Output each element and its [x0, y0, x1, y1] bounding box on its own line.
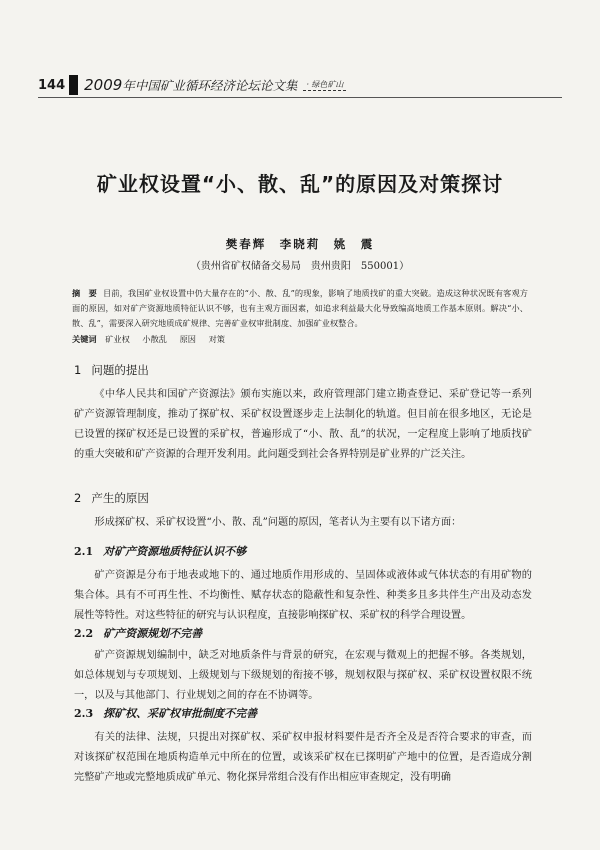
paragraph: 形成探矿权、采矿权设置“小、散、乱”问题的原因，笔者认为主要有以下诸方面： — [94, 517, 462, 528]
keyword: 原因 — [179, 334, 196, 344]
section-title: 问题的提出 — [91, 363, 149, 377]
affiliation: （贵州省矿权储备交易局 贵州贵阳 550001） — [190, 261, 410, 272]
paragraph: 有关的法律、法规，只提出对探矿权、采矿权申报材料要件是否齐全及是否符合要求的审查，而对该探矿权范围在地质构造单元中所在的位置，或该采矿权在已探明矿产地中的位置，是否造成分割完整矿产地或完整地质成矿单元、物化探异常组合没有作出相应审查规定，没有明确 — [74, 732, 532, 783]
series-name: 年中国矿业循环经济论坛论文集 — [122, 78, 298, 93]
abstract-text: 目前，我国矿业权设置中仍大量存在的“小、散、乱”的现象，影响了地质找矿的重大突破。造成这种状况既有客观方面的原因，如对矿产资源地质特征认识不够，也有主观方面因素，如追求利益最大化导致编高地质工作基本原则。解决“小、散、乱”，需要深入研究地质成矿规律、完善矿业权审批制度、加强矿业权整合。 — [72, 288, 528, 328]
paragraph: 《中华人民共和国矿产资源法》颁布实施以来，政府管理部门建立勘查登记、采矿登记等一系列矿产资源管理制度，推动了探矿权、采矿权设置逐步走上法制化的轨道。但目前在很多地区，无论是已设置的探矿权还是已设置的采矿权，普遍形成了“小、散、乱”的状况，一定程度上影响了地质找矿的重大突破和矿产资源的合理开发利用。此问题受到社会各界特别是矿业界的广泛关注。 — [74, 389, 532, 460]
section-heading — [74, 362, 149, 378]
page-number: 144 — [38, 77, 66, 93]
subsection-number: 2.2 — [74, 627, 94, 640]
section-number: 1 — [74, 363, 82, 377]
subsection-number: 2.1 — [74, 545, 94, 558]
section-badge: · 绿色矿山 — [303, 79, 346, 91]
section-number: 2 — [74, 491, 82, 505]
subsection-heading — [74, 625, 202, 641]
section-title: 产生的原因 — [91, 491, 149, 505]
keyword: 对策 — [208, 334, 225, 344]
section-heading — [74, 490, 149, 506]
paragraph: 矿产资源是分布于地表或地下的、通过地质作用形成的、呈固体或液体或气体状态的有用矿物的集合体。具有不可再生性、不均衡性、赋存状态的隐蔽性和复杂性、种类多且多共伴生产出及动态发展性等特性。对这些特征的研究与认识程度，直接影响探矿权、采矿权的科学合理设置。 — [74, 570, 532, 621]
header-rule — [38, 97, 562, 98]
subsection-title: 对矿产资源地质特征认识不够 — [103, 545, 247, 558]
keywords — [72, 334, 528, 345]
keywords-label: 关键词 — [72, 334, 97, 344]
subsection-title: 矿产资源规划不完善 — [103, 627, 203, 640]
running-header — [38, 74, 346, 96]
header-bar — [69, 75, 78, 95]
paragraph: 矿产资源规划编制中，缺乏对地质条件与背景的研究，在宏观与微观上的把握不够。各类规划，如总体规划与专项规划、上级规划与下级规划的衔接不够，规划权限与探矿权、采矿权设置权限不统一，以及与其他部门、行业规划之间的存在不协调等。 — [74, 650, 532, 701]
subsection-heading — [74, 705, 257, 721]
authors: 樊春辉 李晓莉 姚 震 — [225, 237, 375, 251]
abstract — [72, 286, 528, 331]
article-title: 矿业权设置“小、散、乱”的原因及对策探讨 — [96, 172, 504, 196]
series-title — [84, 76, 297, 94]
series-year: 2009 — [84, 76, 123, 94]
keyword: 小散乱 — [142, 334, 167, 344]
subsection-number: 2.3 — [74, 707, 94, 720]
subsection-heading — [74, 543, 246, 559]
subsection-title: 探矿权、采矿权审批制度不完善 — [103, 707, 258, 720]
keyword: 矿业权 — [105, 334, 130, 344]
abstract-label: 摘 要 — [72, 288, 97, 298]
